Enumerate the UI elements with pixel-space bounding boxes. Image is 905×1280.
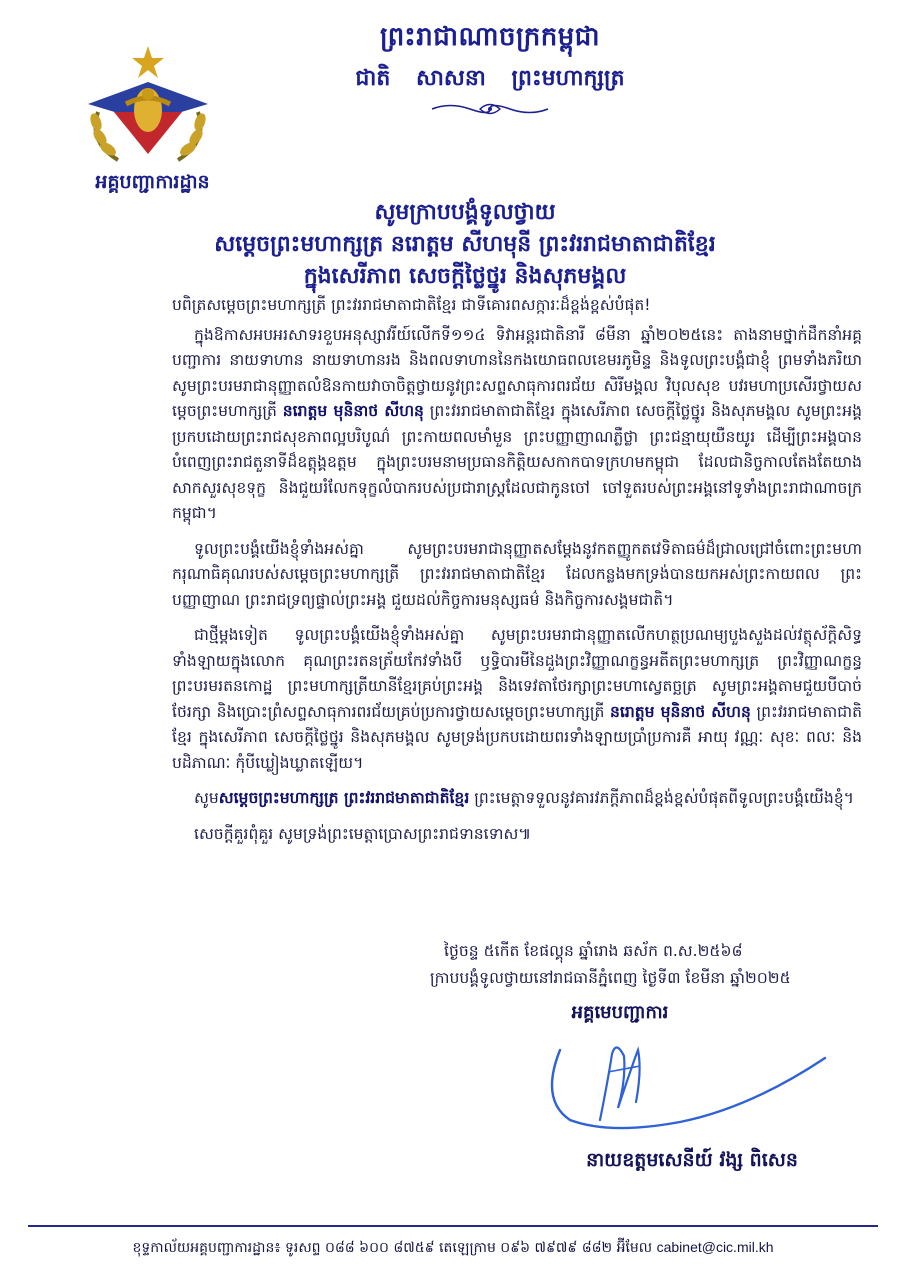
address-line-1: សូមក្រាបបង្គំទូលថ្វាយ xyxy=(374,200,556,225)
lunar-date: ថ្ងៃចន្ទ ៥កើត ខែផល្គុន ឆ្នាំរោង ឆស័ក ព.ស.២៥៦៨ xyxy=(444,942,743,960)
solar-date: ក្រាបបង្គំទូលថ្វាយនៅរាជធានីភ្នំពេញ ថ្ងៃទី៣ ខែមីនា ឆ្នាំ២០២៥ xyxy=(430,969,791,987)
commander-title: អគ្គមេបញ្ជាការ xyxy=(571,1002,669,1023)
military-emblem-icon xyxy=(78,42,218,170)
paragraph-4-bold-title: សម្តេចព្រះមហាក្សត្រ ព្រះវររាជមាតាជាតិខ្មែរ xyxy=(218,789,470,807)
kingdom-heading xyxy=(330,20,650,116)
ornament-divider-icon xyxy=(430,102,550,116)
paragraph-3 xyxy=(172,623,862,776)
paragraph-1-bold-name: នរោត្តម មុនិនាថ សីហនុ xyxy=(282,402,424,420)
address-block xyxy=(70,197,860,293)
footer-email-link[interactable]: cabinet@cic.mil.kh xyxy=(656,1239,774,1255)
paragraph-1-text-b: ព្រះវររាជមាតាជាតិខ្មែរ ក្នុងសេរីភាព សេចក្តីថ្លៃថ្នូរ និងសុភមង្គល សូមព្រះអង្គប្រកបដោយព្រះរាជសុខភាពល្អបរិបូណ៌ ព្រះកាយពលមាំមួន ព្រះបញ្ញាញាណភ្លឺថ្លា ព្រះជន្មាយុយឺនយូរ ដើម្បីព្រះអង្គបានបំពេញព្រះរាជតួនាទីដ៏ឧត្តុង្គឧត្តម ក្នុងព្រះបរមនាមប្រធានកិត្តិយសកាកបាទក្រហមកម្ពុជា ដែលជានិច្ចកាលតែងតែយាងសាកសួរសុខទុក្ខ និងជួយរំលែកទុក្ខលំបាករបស់ប្រជារាស្ត្រដែលជាកូនចៅ ចៅទួតរបស់ព្រះអង្គនៅទូទាំងព្រះរាជាណាចក្រកម្ពុជា។ xyxy=(172,402,862,522)
footer-contact xyxy=(28,1238,878,1259)
national-motto: ជាតិ សាសនា ព្រះមហាក្សត្រ xyxy=(355,66,625,91)
paragraph-1-text-a: ក្នុងឱកាសអបអរសាទរខួបអនុស្សាវរីយ៍លើកទី១១៤ ទិវាអន្តរជាតិនារី ៨មីនា ឆ្នាំ២០២៥នេះ តាងនាមថ្នាក់ដឹកនាំអគ្គបញ្ជាការ នាយទាហាន នាយទាហានរង និងពលទាហាននៃកងយោធពលខេមរភូមិន្ទ និងទូលព្រះបង្គំជាខ្ញុំ ព្រមទាំងភរិយា សូមព្រះបរមរាជានុញ្ញាតលំឱនកាយវាចាចិត្តថ្វាយនូវព្រះសព្ទសាធុការពរជ័យ សិរីមង្គល វិបុលសុខ បវរមហាប្រសើរថ្វាយសម្តេចព្រះមហាក្សត្រី xyxy=(172,325,862,420)
paragraph-3-text-b: ព្រះវររាជមាតាជាតិខ្មែរ ក្នុងសេរីភាព សេចក្តីថ្លៃថ្នូរ និងសុភមង្គល សូមទ្រង់ប្រកបដោយពរទាំងឡាយប្រាំប្រការគឺ អាយុ វណ្ណៈ សុខៈ ពលៈ និងបដិភាណៈ កុំបីឃ្លៀងឃ្លាតឡើយ។ xyxy=(172,702,862,772)
department-name: អគ្គបញ្ជាការដ្ឋាន xyxy=(95,171,210,193)
paragraph-3-bold-name: នរោត្តម មុនិនាថ សីហនុ xyxy=(610,702,751,721)
paragraph-2: ទូលព្រះបង្គំយើងខ្ញុំទាំងអស់គ្នា សូមព្រះបរមរាជានុញ្ញាតសម្តែងនូវកតញ្ញូកតវេទិតាធម៌ដ៏ជ្រាលជ្រៅចំពោះព្រះមហាករុណាធិគុណរបស់សម្តេចព្រះមហាក្សត្រី ព្រះវររាជមាតាជាតិខ្មែរ ដែលកន្លងមកទ្រង់បានយកអស់ព្រះកាយពល ព្រះបញ្ញាញាណ ព្រះរាជទ្រព្យផ្ទាល់ព្រះអង្គ ជួយដល់កិច្ចការមនុស្សធម៌ និងកិច្ចការសង្គមជាតិ។ xyxy=(172,539,862,609)
paragraph-5: សេចក្តីគួរពុំគួរ សូមទ្រង់ព្រះមេត្តាប្រោសព្រះរាជទានទោស៕ xyxy=(194,824,532,843)
footer-divider xyxy=(28,1225,878,1227)
date-block xyxy=(430,938,870,992)
salutation: បពិត្រសម្តេចព្រះមហាក្សត្រី ព្រះវររាជមាតាជាតិខ្មែរ ជាទីគោរពសក្ការៈដ៏ខ្ពង់ខ្ពស់បំផុត! xyxy=(172,296,651,314)
address-line-2: សម្តេចព្រះមហាក្សត្រ នរោត្តម សីហមុនី ព្រះវររាជមាតាជាតិខ្មែរ xyxy=(214,232,716,257)
footer-contact-text: ខុទ្ទកាល័យអគ្គបញ្ជាការដ្ឋាន៖ ទូរសព្ទ ០៨៨ ៦០០ ៨៧៥៩ តេឡេក្រាម ០៩៦ ៧៩៧៩ ៨៨២ អ៊ីមែល xyxy=(132,1240,653,1256)
kingdom-title: ព្រះរាជាណាចក្រកម្ពុជា xyxy=(380,22,600,52)
paragraph-4-text-a: សូម xyxy=(194,789,219,807)
paragraph-1 xyxy=(172,323,862,527)
paragraph-4 xyxy=(172,786,862,812)
handwritten-signature xyxy=(540,1010,840,1140)
paragraph-4-text-b: ព្រះមេត្តាទទួលនូវគារវភក្តីភាពដ៏ខ្ពង់ខ្ពស់បំផុតពីទូលព្រះបង្គំយើងខ្ញុំ។ xyxy=(469,789,854,807)
address-line-3: ក្នុងសេរីភាព សេចក្តីថ្លៃថ្នូរ និងសុភមង្គល xyxy=(303,264,627,289)
paragraph-3-text-a: ជាថ្មីម្តងទៀត ទូលព្រះបង្គំយើងខ្ញុំទាំងអស់គ្នា សូមព្រះបរមរាជានុញ្ញាតលើកហត្ថប្រណម្យបួងសួងដល់វត្ថុស័ក្តិសិទ្ធទាំងឡាយក្នុងលោក គុណព្រះរតនត្រ័យកែវទាំងបី ឫទ្ធិបារមីនៃដួងព្រះវិញ្ញាណក្ខន្ធអតីតព្រះមហាក្សត្រ ព្រះវិញ្ញាណក្ខន្ធព្រះបរមរតនកោដ្ឋ ព្រះមហាក្សត្រីយានីខ្មែរគ្រប់ព្រះអង្គ និងទេវតាថែរក្សាព្រះមហាស្វេតច្ឆត្រ សូមព្រះអង្គតាមជួយបីបាច់ថែរក្សា និងប្រោះព្រំសព្ទសាធុការពរជ័យគ្រប់ប្រការថ្វាយសម្តេចព្រះមហាក្សត្រី xyxy=(172,626,862,721)
signer-name: នាយឧត្តមសេនីយ៍ វង្ស ពិសេន xyxy=(586,1149,798,1171)
letter-body xyxy=(172,293,862,857)
